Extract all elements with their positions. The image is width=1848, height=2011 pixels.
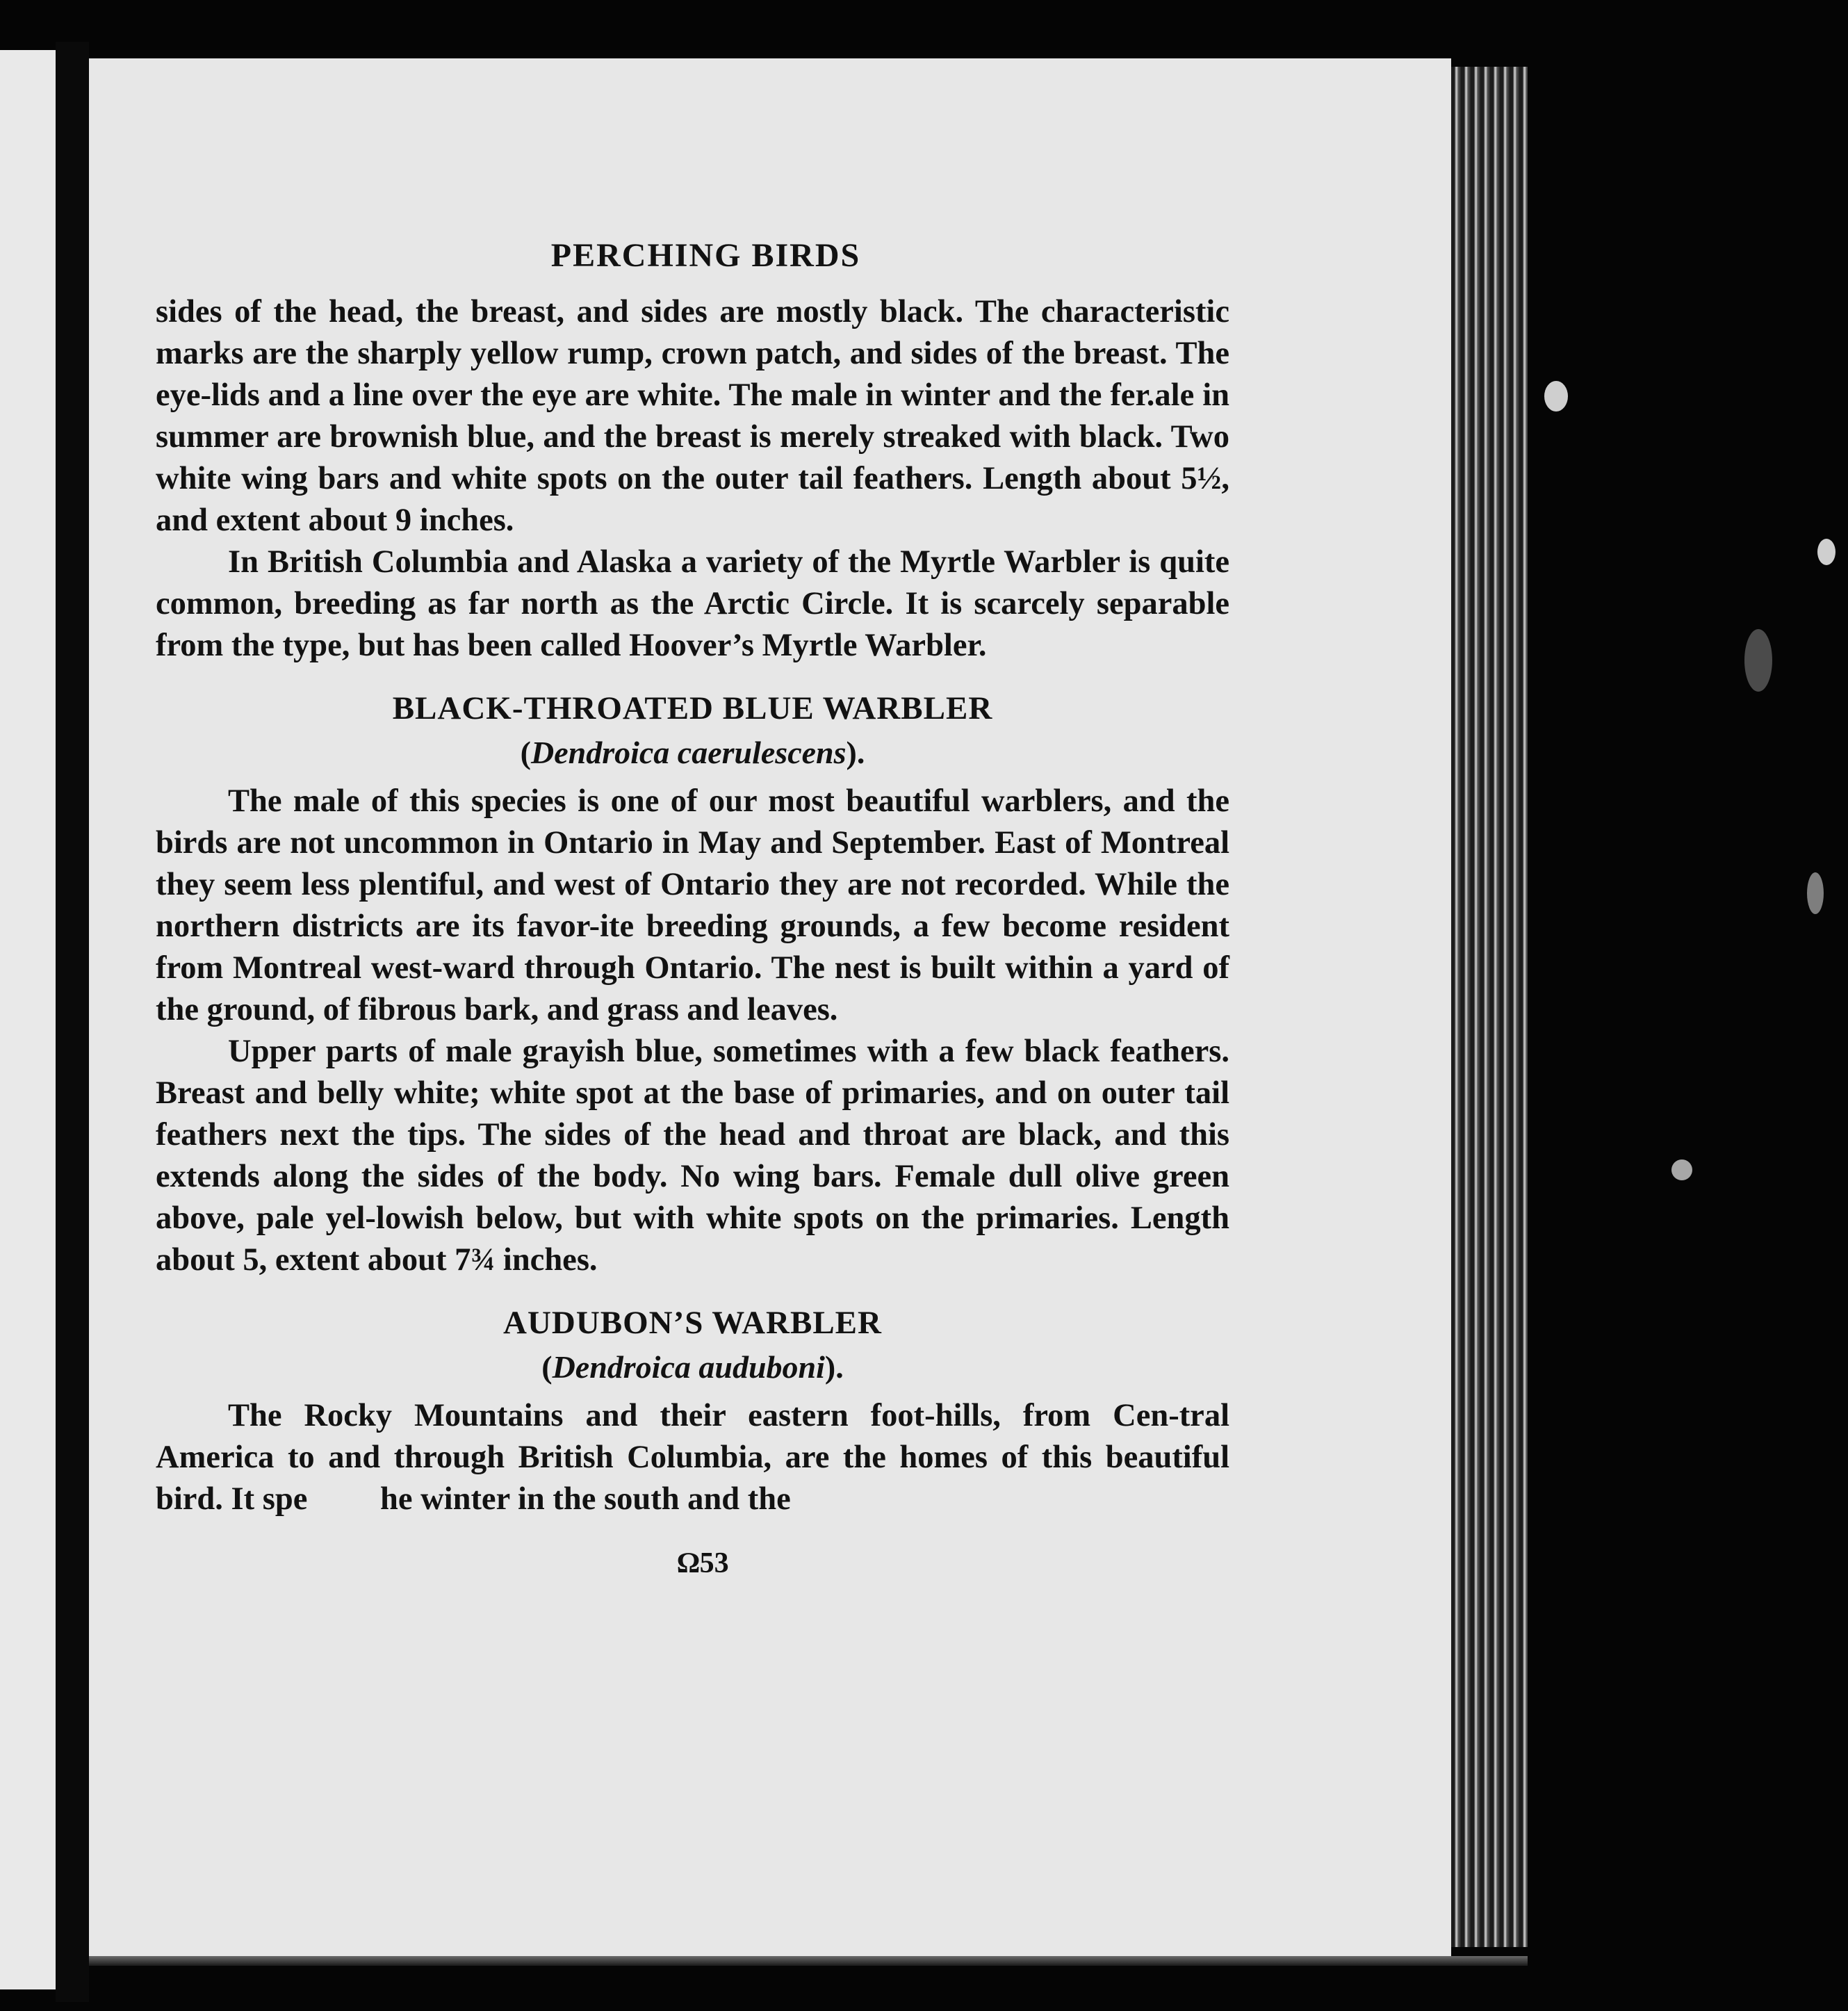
scan-speck — [1744, 629, 1772, 692]
page-text — [156, 236, 1229, 1580]
body-paragraph: Upper parts of male grayish blue, sometimes with a few black feathers. Breast and belly white; white spot at the base of primaries, and on outer tail feathers next the tips. The sides of the head and throat are black, and this extends along the sides of the body. No wing bars. Female dull olive green above, pale yel-lowish below, but with white spots on the primaries. Length about 5, extent about 7¾ inches. — [156, 1034, 1229, 1278]
scientific-name-text: Dendroica auduboni — [552, 1349, 825, 1385]
body-paragraph: sides of the head, the breast, and sides are mostly black. The characteristic marks are the sharply yellow rump, crown patch, and sides of the breast. The eye-lids and a line over the eye are white. The male in winter and the fer.ale in summer are brownish blue, and the breast is merely streaked with black. Two white wing bars and white spots on the outer tail feathers. Length about 5½, and extent about 9 inches. — [156, 294, 1229, 538]
book-gutter — [56, 42, 89, 2002]
page-edges-right — [1451, 67, 1528, 1947]
paren-close: ). — [846, 735, 865, 770]
scan-speck — [1807, 872, 1824, 914]
page-edges-bottom — [89, 1956, 1528, 1966]
page-number: Ω53 — [677, 1547, 729, 1579]
scan-speck — [1671, 1159, 1692, 1180]
scan-speck — [1817, 539, 1835, 565]
body-paragraph: The Rocky Mountains and their eastern foot-hills, from Cen-tral America to and through British Columbia, are the homes of this beautiful bird. It spe he winter in the south and the — [156, 1398, 1229, 1517]
running-head: PERCHING BIRDS — [550, 237, 861, 274]
scientific-name — [156, 1346, 1229, 1388]
scientific-name — [156, 732, 1229, 774]
scan-speck — [1544, 381, 1568, 412]
paren-open: ( — [520, 735, 531, 770]
paren-open: ( — [541, 1349, 553, 1385]
section-heading: BLACK-THROATED BLUE WARBLER — [392, 690, 993, 726]
left-page-edge — [0, 50, 56, 1989]
section-heading: AUDUBON’S WARBLER — [503, 1305, 882, 1341]
body-paragraph: The male of this species is one of our most beautiful warblers, and the birds are not uncommon in Ontario in May and September. East of Montreal they seem less plentiful, and west of Ontario they are not recorded. While the northern districts are its favor-ite breeding grounds, a few become resident from Montreal west-ward through Ontario. The nest is built within a yard of the ground, of fibrous bark, and grass and leaves. — [156, 783, 1229, 1027]
scientific-name-text: Dendroica caerulescens — [530, 735, 847, 770]
body-paragraph: In British Columbia and Alaska a variety of the Myrtle Warbler is quite common, breeding as far north as the Arctic Circle. It is scarcely separable from the type, but has been called Hoover’s Myrtle Warbler. — [156, 544, 1229, 663]
paren-close: ). — [824, 1349, 844, 1385]
